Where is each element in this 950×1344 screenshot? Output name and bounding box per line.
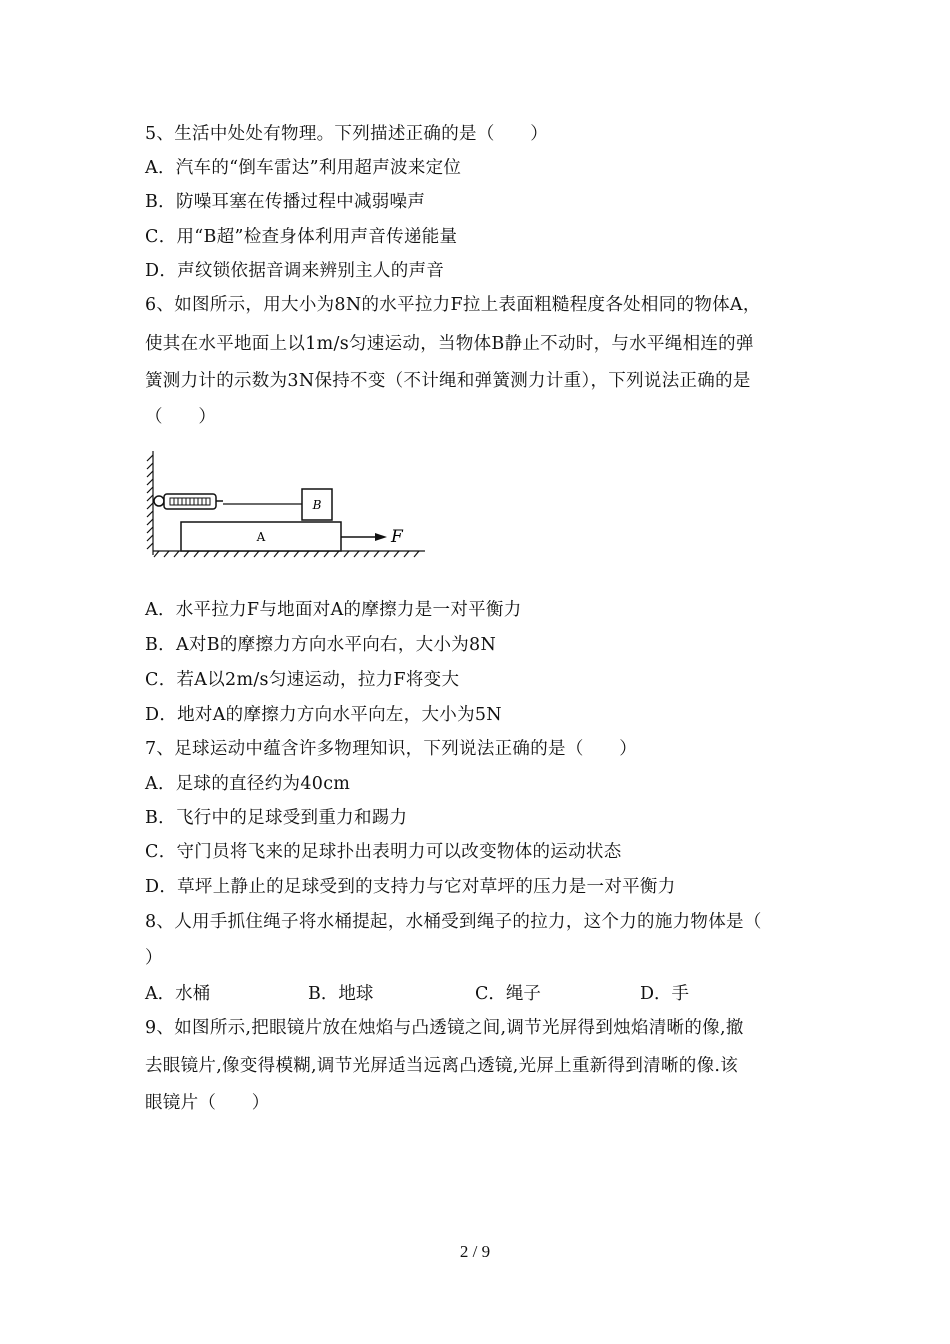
- q6-stem-line-2: 使其在水平地面上以1m/s匀速运动，当物体B静止不动时，与水平绳相连的弹: [145, 334, 754, 354]
- q7-option-c: C．守门员将飞来的足球扑出表明力可以改变物体的运动状态: [145, 842, 622, 862]
- q8-option-a: A．水桶: [145, 984, 211, 1004]
- q6-stem-line-3: 簧测力计的示数为3N保持不变（不计绳和弹簧测力计重），下列说法正确的是: [145, 371, 751, 391]
- label-f: F: [391, 527, 403, 547]
- label-a: A: [256, 530, 266, 544]
- force-arrow: [341, 527, 404, 547]
- q5-stem: 5、生活中处处有物理。下列描述正确的是（ ）: [145, 124, 549, 144]
- q6-option-d: D．地对A的摩擦力方向水平向左，大小为5N: [145, 705, 502, 725]
- ground-hatching: [153, 551, 425, 557]
- q7-option-d: D．草坪上静止的足球受到的支持力与它对草坪的压力是一对平衡力: [145, 877, 676, 897]
- q8-option-d: D．手: [640, 984, 690, 1004]
- q7-stem: 7、足球运动中蕴含许多物理知识，下列说法正确的是（ ）: [145, 739, 638, 759]
- spring-scale: [154, 494, 223, 509]
- q5-option-b: B．防噪耳塞在传播过程中减弱噪声: [145, 192, 426, 212]
- wall-hatching: [147, 451, 153, 555]
- label-b: B: [312, 498, 322, 512]
- q8-option-b: B．地球: [308, 984, 374, 1004]
- q5-option-d: D．声纹锁依据音调来辨别主人的声音: [145, 261, 445, 281]
- block-a: [181, 522, 341, 551]
- q8-stem-line-2: ）: [145, 948, 163, 968]
- q6-figure: [145, 445, 435, 570]
- page-number: 2 / 9: [459, 1242, 491, 1261]
- q6-option-b: B．A对B的摩擦力方向水平向右，大小为8N: [145, 635, 497, 655]
- q8-option-c: C．绳子: [475, 984, 541, 1004]
- q6-stem-line-4: （ ）: [145, 407, 217, 427]
- q6-option-a: A．水平拉力F与地面对A的摩擦力是一对平衡力: [145, 600, 522, 620]
- q8-options: [145, 982, 845, 1006]
- block-b: [302, 489, 332, 520]
- q6-stem-line-1: 6、如图所示，用大小为8N的水平拉力F拉上表面粗糙程度各处相同的物体A，: [145, 295, 761, 315]
- q7-option-a: A．足球的直径约为40cm: [145, 774, 351, 794]
- q8-stem-line-1: 8、人用手抓住绳子将水桶提起，水桶受到绳子的拉力，这个力的施力物体是（: [145, 912, 762, 932]
- q9-stem-line-2: 去眼镜片,像变得模糊,调节光屏适当远离凸透镜,光屏上重新得到清晰的像.该: [145, 1056, 739, 1076]
- q7-option-b: B．飞行中的足球受到重力和踢力: [145, 808, 408, 828]
- q5-option-c: C．用“B超”检查身体利用声音传递能量: [145, 227, 458, 247]
- q5-option-a: A．汽车的“倒车雷达”利用超声波来定位: [145, 158, 462, 178]
- q9-stem-line-1: 9、如图所示,把眼镜片放在烛焰与凸透镜之间,调节光屏得到烛焰清晰的像,撤: [145, 1018, 744, 1038]
- q9-stem-line-3: 眼镜片（ ）: [145, 1093, 270, 1113]
- q6-option-c: C．若A以2m/s匀速运动，拉力F将变大: [145, 670, 460, 690]
